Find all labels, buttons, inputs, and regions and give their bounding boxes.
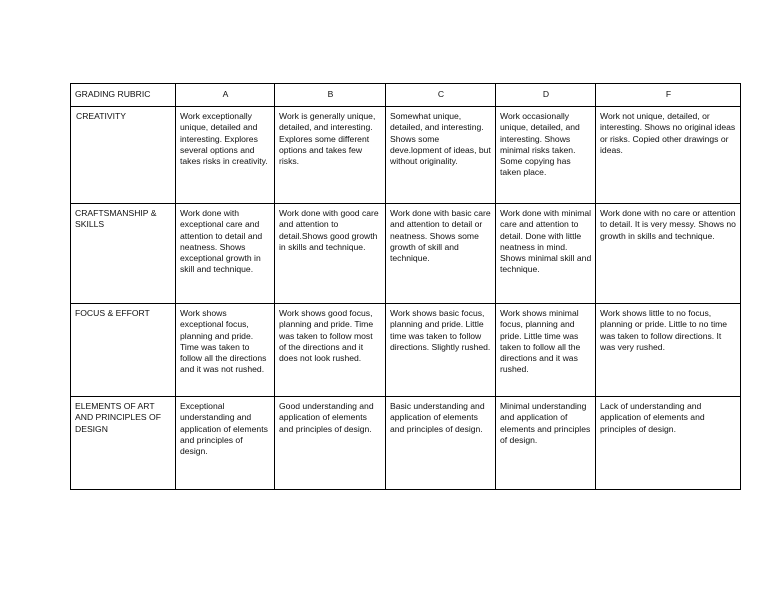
- elements-principles-grade-d: Minimal understanding and application of elements and principles of design.: [496, 397, 596, 490]
- header-row: [71, 84, 741, 107]
- craftsmanship-grade-f: Work done with no care or attention to detail. It is very messy. Shows no growth in skills and technique.: [596, 204, 741, 304]
- grade-f-header: F: [596, 84, 741, 107]
- elements-principles-grade-c: Basic understanding and application of elements and principles of design.: [386, 397, 496, 490]
- elements-principles-grade-a: Exceptional understanding and application of elements and principles of design.: [176, 397, 275, 490]
- focus-effort-grade-a: Work shows exceptional focus, planning and pride. Time was taken to follow all the directions and it was not rushed.: [176, 304, 275, 397]
- craftsmanship-grade-a: Work done with exceptional care and attention to detail and neatness. Shows exceptional growth in skill and technique.: [176, 204, 275, 304]
- creativity-grade-d: Work occasionally unique, detailed, and interesting. Shows minimal risks taken. Some copying has taken place.: [496, 107, 596, 204]
- criterion-craftsmanship: CRAFTSMANSHIP & SKILLS: [71, 204, 176, 304]
- rubric-row-focus-effort: [71, 304, 741, 397]
- focus-effort-grade-d: Work shows minimal focus, planning and pride. Little time was taken to follow all the directions and it was rushed.: [496, 304, 596, 397]
- rubric-row-elements-principles: [71, 397, 741, 490]
- creativity-grade-c: Somewhat unique, detailed, and interesting. Shows some deve.lopment of ideas, but without originality.: [386, 107, 496, 204]
- focus-effort-grade-c: Work shows basic focus, planning and pride. Little time was taken to follow directions. Slightly rushed.: [386, 304, 496, 397]
- criterion-elements-principles: ELEMENTS OF ART AND PRINCIPLES OF DESIGN: [71, 397, 176, 490]
- creativity-grade-a: Work exceptionally unique, detailed and interesting. Explores several options and takes risks in creativity.: [176, 107, 275, 204]
- criterion-focus-effort: FOCUS & EFFORT: [71, 304, 176, 397]
- rubric-title-cell: GRADING RUBRIC: [71, 84, 176, 107]
- grade-b-header: B: [275, 84, 386, 107]
- elements-principles-grade-f: Lack of understanding and application of elements and principles of design.: [596, 397, 741, 490]
- rubric-row-creativity: [71, 107, 741, 204]
- creativity-grade-f: Work not unique, detailed, or interesting. Shows no original ideas or risks. Copied other drawings or ideas.: [596, 107, 741, 204]
- criterion-creativity: CREATIVITY: [71, 107, 176, 204]
- craftsmanship-grade-d: Work done with minimal care and attention to detail. Done with little neatness in mind. Shows minimal skill and technique.: [496, 204, 596, 304]
- grade-c-header: C: [386, 84, 496, 107]
- focus-effort-grade-f: Work shows little to no focus, planning or pride. Little to no time was taken to follow directions. It was very rushed.: [596, 304, 741, 397]
- craftsmanship-grade-c: Work done with basic care and attention to detail or neatness. Shows some growth of skill and technique.: [386, 204, 496, 304]
- rubric-row-craftsmanship: [71, 204, 741, 304]
- grade-a-header: A: [176, 84, 275, 107]
- grade-d-header: D: [496, 84, 596, 107]
- elements-principles-grade-b: Good understanding and application of elements and principles of design.: [275, 397, 386, 490]
- grading-rubric-table: [70, 83, 741, 490]
- craftsmanship-grade-b: Work done with good care and attention to detail.Shows good growth in skills and technique.: [275, 204, 386, 304]
- focus-effort-grade-b: Work shows good focus, planning and pride. Time was taken to follow most of the directions and it does not look rushed.: [275, 304, 386, 397]
- creativity-grade-b: Work is generally unique, detailed, and interesting. Explores some different options and takes few risks.: [275, 107, 386, 204]
